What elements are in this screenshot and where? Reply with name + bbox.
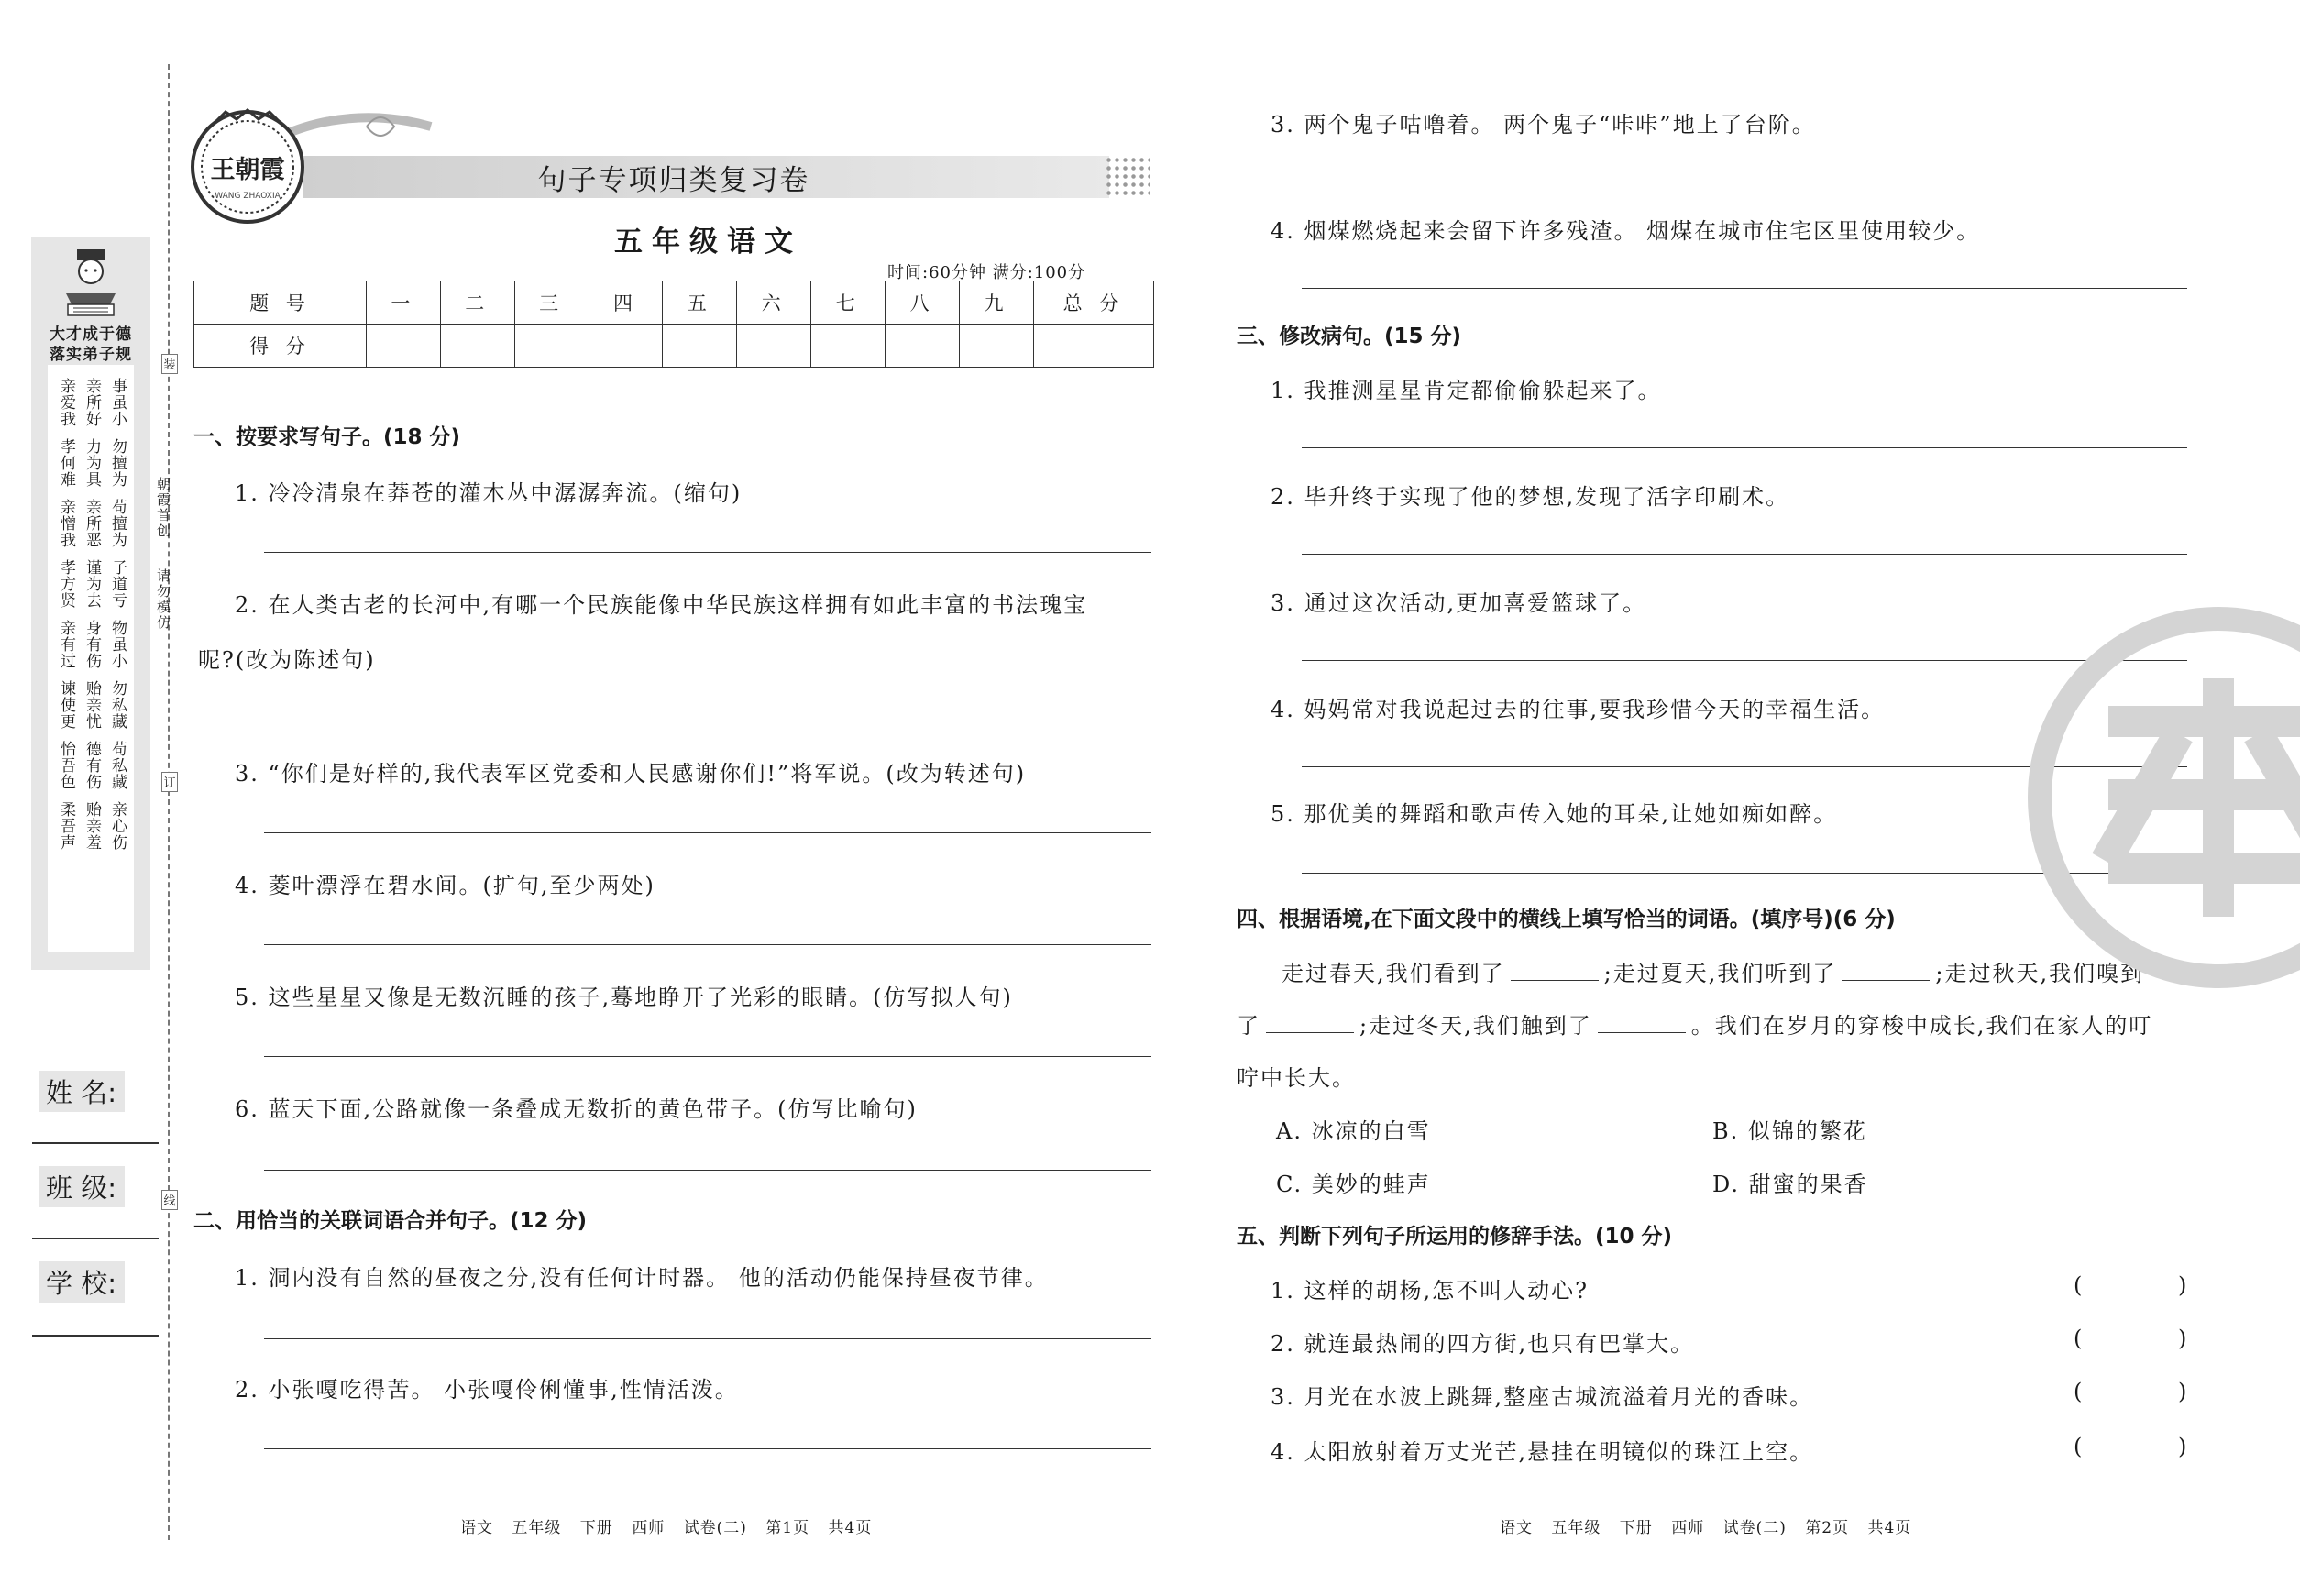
rule-group <box>55 559 128 609</box>
s5-question-3: 3. 月光在水波上跳舞,整座古城流溢着月光的香味。 <box>1271 1384 1814 1410</box>
score-input[interactable] <box>589 325 663 368</box>
score-input[interactable] <box>960 325 1034 368</box>
score-input[interactable] <box>737 325 811 368</box>
s4-text: ;走过夏天,我们听到了 <box>1603 961 1837 986</box>
rules-panel <box>48 365 134 952</box>
answer-line[interactable] <box>264 1056 1151 1057</box>
rule-column: 苟私藏 <box>108 741 127 790</box>
answer-paren-close: ) <box>2178 1326 2187 1351</box>
answer-line[interactable] <box>264 1448 1151 1449</box>
rule-group <box>55 680 128 730</box>
score-table-header-row <box>194 281 1154 325</box>
s2-question-2: 2. 小张嘎吃得苦。 小张嘎伶俐懂事,性情活泼。 <box>235 1377 739 1403</box>
s4-option-a: A. 冰凉的白雪 <box>1276 1118 1431 1144</box>
rule-column: 亲爱我 <box>57 378 75 427</box>
score-cell: 四 <box>589 281 663 325</box>
answer-paren-close: ) <box>2178 1434 2187 1459</box>
s4-option-c: C. 美妙的蛙声 <box>1276 1172 1431 1197</box>
rule-column: 谨为去 <box>83 559 101 609</box>
s4-option-d: D. 甜蜜的果香 <box>1712 1172 1868 1197</box>
rule-group <box>55 741 128 790</box>
answer-paren-close: ) <box>2178 1379 2187 1404</box>
s5-question-1: 1. 这样的胡杨,怎不叫人动心? <box>1271 1278 1590 1304</box>
s3-question-2: 2. 毕升终于实现了他的梦想,发现了活字印刷术。 <box>1271 484 1790 510</box>
answer-line[interactable] <box>264 1338 1151 1339</box>
s3-question-3: 3. 通过这次活动,更加喜爱篮球了。 <box>1271 590 1647 616</box>
rule-column: 贻亲忧 <box>83 680 101 730</box>
rule-column: 身有伤 <box>83 620 101 669</box>
score-input[interactable] <box>1034 325 1154 368</box>
score-cell: 三 <box>514 281 589 325</box>
score-cell: 九 <box>960 281 1034 325</box>
rule-column: 贻亲羞 <box>83 801 101 851</box>
score-input[interactable] <box>663 325 737 368</box>
fill-blank[interactable] <box>1598 1032 1686 1033</box>
motto-line-1: 大才成于德 <box>50 325 132 344</box>
answer-line[interactable] <box>1302 554 2187 555</box>
rule-column: 亲所恶 <box>83 499 101 548</box>
s4-option-b: B. 似锦的繁花 <box>1712 1118 1867 1144</box>
rule-column: 亲憎我 <box>57 499 75 548</box>
answer-line[interactable] <box>264 832 1151 833</box>
rule-group <box>55 499 128 548</box>
score-cell: 总 分 <box>1034 281 1154 325</box>
section4-title: 四、根据语境,在下面文段中的横线上填写恰当的词语。(填序号)(6 分) <box>1237 908 1896 931</box>
school-label: 学 校: <box>39 1261 125 1303</box>
score-cell: 题 号 <box>194 281 367 325</box>
rule-column: 亲有过 <box>57 620 75 669</box>
s1-question-6: 6. 蓝天下面,公路就像一条叠成无数折的黄色带子。(仿写比喻句) <box>235 1096 918 1122</box>
footer-page-1: 语文 五年级 下册 西师 试卷(二) 第1页 共4页 <box>460 1519 873 1537</box>
class-field[interactable] <box>32 1238 159 1239</box>
logo-brand-en: WANG ZHAOXIA <box>215 192 281 201</box>
rule-group <box>55 801 128 851</box>
fill-blank[interactable] <box>1266 1032 1354 1033</box>
s2-question-4: 4. 烟煤燃烧起来会留下许多残渣。 烟煤在城市住宅区里使用较少。 <box>1271 218 1981 244</box>
rule-column: 勿擅为 <box>108 438 127 488</box>
s4-text: ;走过冬天,我们触到了 <box>1359 1013 1592 1039</box>
rule-column: 勿私藏 <box>108 680 127 730</box>
rule-column: 苟擅为 <box>108 499 127 548</box>
cut-mark-2: 订 <box>161 772 178 792</box>
subject-title: 五年级语文 <box>614 226 802 259</box>
s4-paragraph-line3: 咛中长大。 <box>1237 1065 1356 1091</box>
rule-column: 事虽小 <box>108 378 127 427</box>
page-title: 句子专项归类复习卷 <box>537 164 810 197</box>
answer-paren-close: ) <box>2178 1272 2187 1298</box>
footer-page-2: 语文 五年级 下册 西师 试卷(二) 第2页 共4页 <box>1500 1519 1912 1537</box>
score-row-label: 得 分 <box>194 325 367 368</box>
score-cell: 一 <box>366 281 440 325</box>
score-cell: 五 <box>663 281 737 325</box>
s3-question-4: 4. 妈妈常对我说起过去的往事,要我珍惜今天的幸福生活。 <box>1271 697 1886 722</box>
s4-text: 。我们在岁月的穿梭中成长,我们在家人的叮 <box>1690 1013 2153 1039</box>
rule-column: 亲所好 <box>83 378 101 427</box>
sidebar-motto-box <box>31 237 150 970</box>
scholar-illustration-icon <box>57 248 125 321</box>
rule-column: 德有伤 <box>83 741 101 790</box>
section2-title: 二、用恰当的关联词语合并句子。(12 分) <box>193 1209 588 1233</box>
answer-line[interactable] <box>264 944 1151 945</box>
score-cell: 七 <box>811 281 886 325</box>
answer-paren-open: ( <box>2074 1326 2083 1351</box>
s1-question-3: 3. “你们是好样的,我代表军区党委和人民感谢你们!”将军说。(改为转述句) <box>235 761 1027 787</box>
time-info: 时间:60分钟 满分:100分 <box>887 263 1086 282</box>
s1-question-4: 4. 菱叶漂浮在碧水间。(扩句,至少两处) <box>235 873 655 898</box>
rule-column: 孝何难 <box>57 438 75 488</box>
s4-text: 了 <box>1237 1013 1260 1039</box>
rule-column: 力为具 <box>83 438 101 488</box>
score-input[interactable] <box>440 325 514 368</box>
rule-group <box>55 438 128 488</box>
answer-line[interactable] <box>264 552 1151 553</box>
section3-title: 三、修改病句。(15 分) <box>1237 325 1462 348</box>
rule-group <box>55 378 128 427</box>
name-field[interactable] <box>32 1142 159 1144</box>
score-cell: 二 <box>440 281 514 325</box>
logo-brand-text: 王朝霞 <box>210 156 285 184</box>
answer-line[interactable] <box>1302 447 2187 448</box>
score-table <box>193 281 1154 368</box>
answer-line[interactable] <box>264 1170 1151 1171</box>
s4-paragraph-line1 <box>1282 955 2144 987</box>
rule-column: 子道亏 <box>108 559 127 609</box>
s4-text: 走过春天,我们看到了 <box>1282 961 1505 986</box>
score-table-score-row <box>194 325 1154 368</box>
score-input[interactable] <box>514 325 589 368</box>
vertical-notice-1: 朝霞首创 <box>155 477 171 539</box>
fill-blank[interactable] <box>1511 980 1599 981</box>
class-label: 班 级: <box>39 1166 125 1207</box>
rule-column: 柔吾声 <box>57 801 75 851</box>
rule-column: 谏使更 <box>57 680 75 730</box>
watermark-stamp-icon <box>2026 605 2300 990</box>
score-input[interactable] <box>811 325 886 368</box>
s2-question-3: 3. 两个鬼子咕噜着。 两个鬼子“咔咔”地上了台阶。 <box>1271 112 1816 138</box>
s3-question-5: 5. 那优美的舞蹈和歌声传入她的耳朵,让她如痴如醉。 <box>1271 801 1838 827</box>
rules-list <box>55 378 128 862</box>
cut-mark-3: 线 <box>161 1190 178 1210</box>
dot-pattern <box>1105 156 1150 198</box>
rule-column: 亲心伤 <box>108 801 127 851</box>
rule-column: 孝方贤 <box>57 559 75 609</box>
vertical-notice-2: 请勿模仿 <box>155 568 171 631</box>
s3-question-1: 1. 我推测星星肯定都偷偷躲起来了。 <box>1271 378 1662 403</box>
score-cell: 八 <box>886 281 960 325</box>
s1-question-2-line2: 呢?(改为陈述句) <box>198 647 376 673</box>
motto-line-2: 落实弟子规 <box>50 346 132 364</box>
score-input[interactable] <box>886 325 960 368</box>
s5-question-4: 4. 太阳放射着万丈光芒,悬挂在明镜似的珠江上空。 <box>1271 1439 1814 1465</box>
cut-mark-1: 装 <box>161 354 178 374</box>
binding-dashed-line <box>168 64 170 1540</box>
brand-logo-icon <box>189 108 306 226</box>
s4-text: ;走过秋天,我们嗅到 <box>1935 961 2145 986</box>
rule-group <box>55 620 128 669</box>
s1-question-1: 1. 冷冷清泉在莽苍的灌木丛中潺潺奔流。(缩句) <box>235 480 743 506</box>
s5-question-2: 2. 就连最热闹的四方街,也只有巴掌大。 <box>1271 1331 1695 1357</box>
answer-line[interactable] <box>1302 288 2187 289</box>
school-field[interactable] <box>32 1335 159 1337</box>
score-input[interactable] <box>366 325 440 368</box>
s4-paragraph-line2 <box>1237 1007 2152 1040</box>
rule-column: 物虽小 <box>108 620 127 669</box>
answer-paren-open: ( <box>2074 1272 2083 1298</box>
s2-question-1: 1. 洞内没有自然的昼夜之分,没有任何计时器。 他的活动仍能保持昼夜节律。 <box>235 1265 1049 1291</box>
answer-paren-open: ( <box>2074 1379 2083 1404</box>
score-cell: 六 <box>737 281 811 325</box>
s1-question-2-line1: 2. 在人类古老的长河中,有哪一个民族能像中华民族这样拥有如此丰富的书法瑰宝 <box>235 592 1088 618</box>
rule-column: 怡吾色 <box>57 741 75 790</box>
section1-title: 一、按要求写句子。(18 分) <box>193 425 461 449</box>
name-label: 姓 名: <box>39 1071 125 1112</box>
answer-paren-open: ( <box>2074 1434 2083 1459</box>
section5-title: 五、判断下列句子所运用的修辞手法。(10 分) <box>1237 1225 1673 1249</box>
s1-question-5: 5. 这些星星又像是无数沉睡的孩子,蓦地睁开了光彩的眼睛。(仿写拟人句) <box>235 985 1013 1010</box>
fill-blank[interactable] <box>1842 980 1930 981</box>
